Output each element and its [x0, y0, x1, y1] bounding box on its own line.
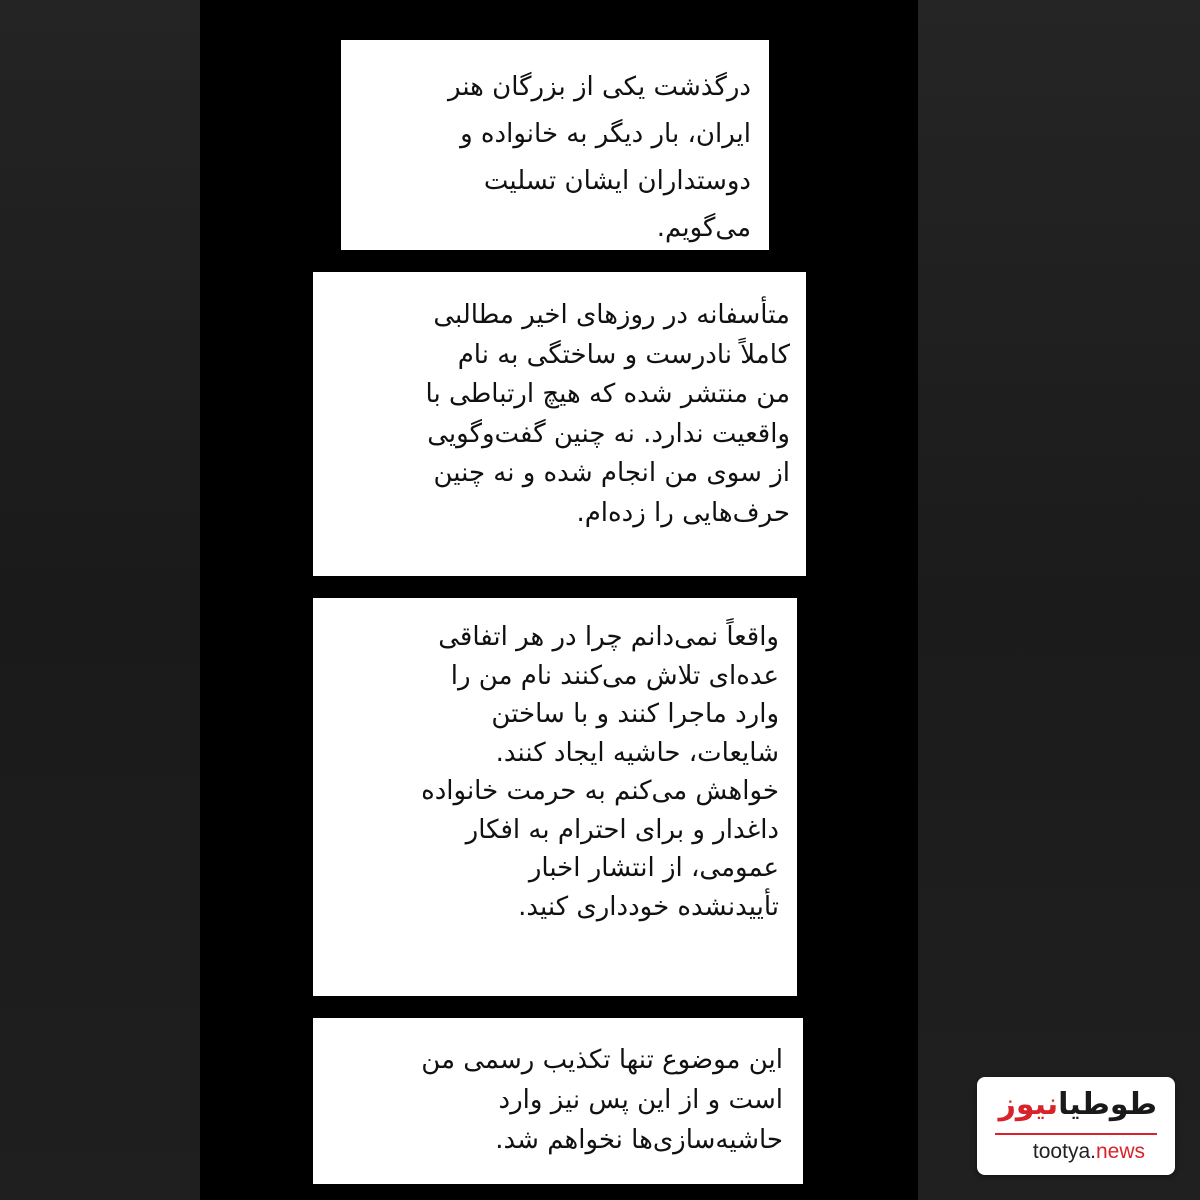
card-text-line: تأییدنشده خودداری کنید. — [518, 891, 779, 922]
tootya-news-watermark — [977, 1077, 1175, 1175]
card-text-line: متأسفانه در روزهای اخیر مطالبی — [433, 300, 790, 330]
card-text-line: حرف‌هایی را زده‌ام. — [576, 497, 790, 528]
card-text-line: دوستداران ایشان تسلیت — [483, 166, 751, 196]
card-text-line: می‌گویم. — [656, 213, 751, 243]
logo-text-red: نیوز — [998, 1087, 1059, 1122]
card-text-line: شایعات، حاشیه ایجاد کنند. — [495, 737, 779, 768]
card-text-line: درگذشت یکی از بزرگان هنر — [447, 72, 751, 102]
statement-card-request — [313, 598, 797, 996]
card-text-line: این موضوع تنها تکذیب رسمی من — [421, 1045, 783, 1075]
domain-text-red: news — [1095, 1140, 1145, 1163]
statement-card-denial — [313, 272, 806, 576]
card-text-line: خواهش می‌کنم به حرمت خانواده — [421, 776, 779, 806]
card-text-line: عده‌ای تلاش می‌کنند نام من را — [450, 660, 779, 691]
card-text-line: از سوی من انجام شده و نه چنین — [433, 458, 790, 488]
card-text-line: عمومی، از انتشار اخبار — [528, 853, 779, 883]
logo-domain — [1033, 1139, 1145, 1165]
logo-divider — [995, 1133, 1157, 1135]
background-right-panel — [918, 0, 1200, 1200]
card-text-line: است و از این پس نیز وارد — [498, 1085, 783, 1115]
card-text-line: واقعیت ندارد. نه چنین گفت‌وگویی — [427, 418, 790, 449]
background-left-panel — [0, 0, 200, 1200]
card-text-line: واقعاً نمی‌دانم چرا در هر اتفاقی — [438, 622, 779, 652]
card-text-line: حاشیه‌سازی‌ها نخواهم شد. — [495, 1125, 783, 1155]
tootya-news-logo — [999, 1085, 1157, 1125]
card-text-line: داغدار و برای احترام به افکار — [465, 814, 779, 845]
statement-card-condolence — [341, 40, 769, 250]
card-text-line: کاملاً نادرست و ساختگی به نام — [457, 339, 790, 370]
statement-card-closing — [313, 1018, 803, 1184]
card-text-line: من منتشر شده که هیچ ارتباطی با — [425, 379, 790, 409]
card-text-line: وارد ماجرا کنند و با ساختن — [491, 699, 779, 729]
logo-text-dark: طوطیا — [1058, 1087, 1157, 1122]
domain-text-dark: tootya. — [1032, 1140, 1096, 1163]
card-text-line: ایران، بار دیگر به خانواده و — [460, 119, 751, 149]
